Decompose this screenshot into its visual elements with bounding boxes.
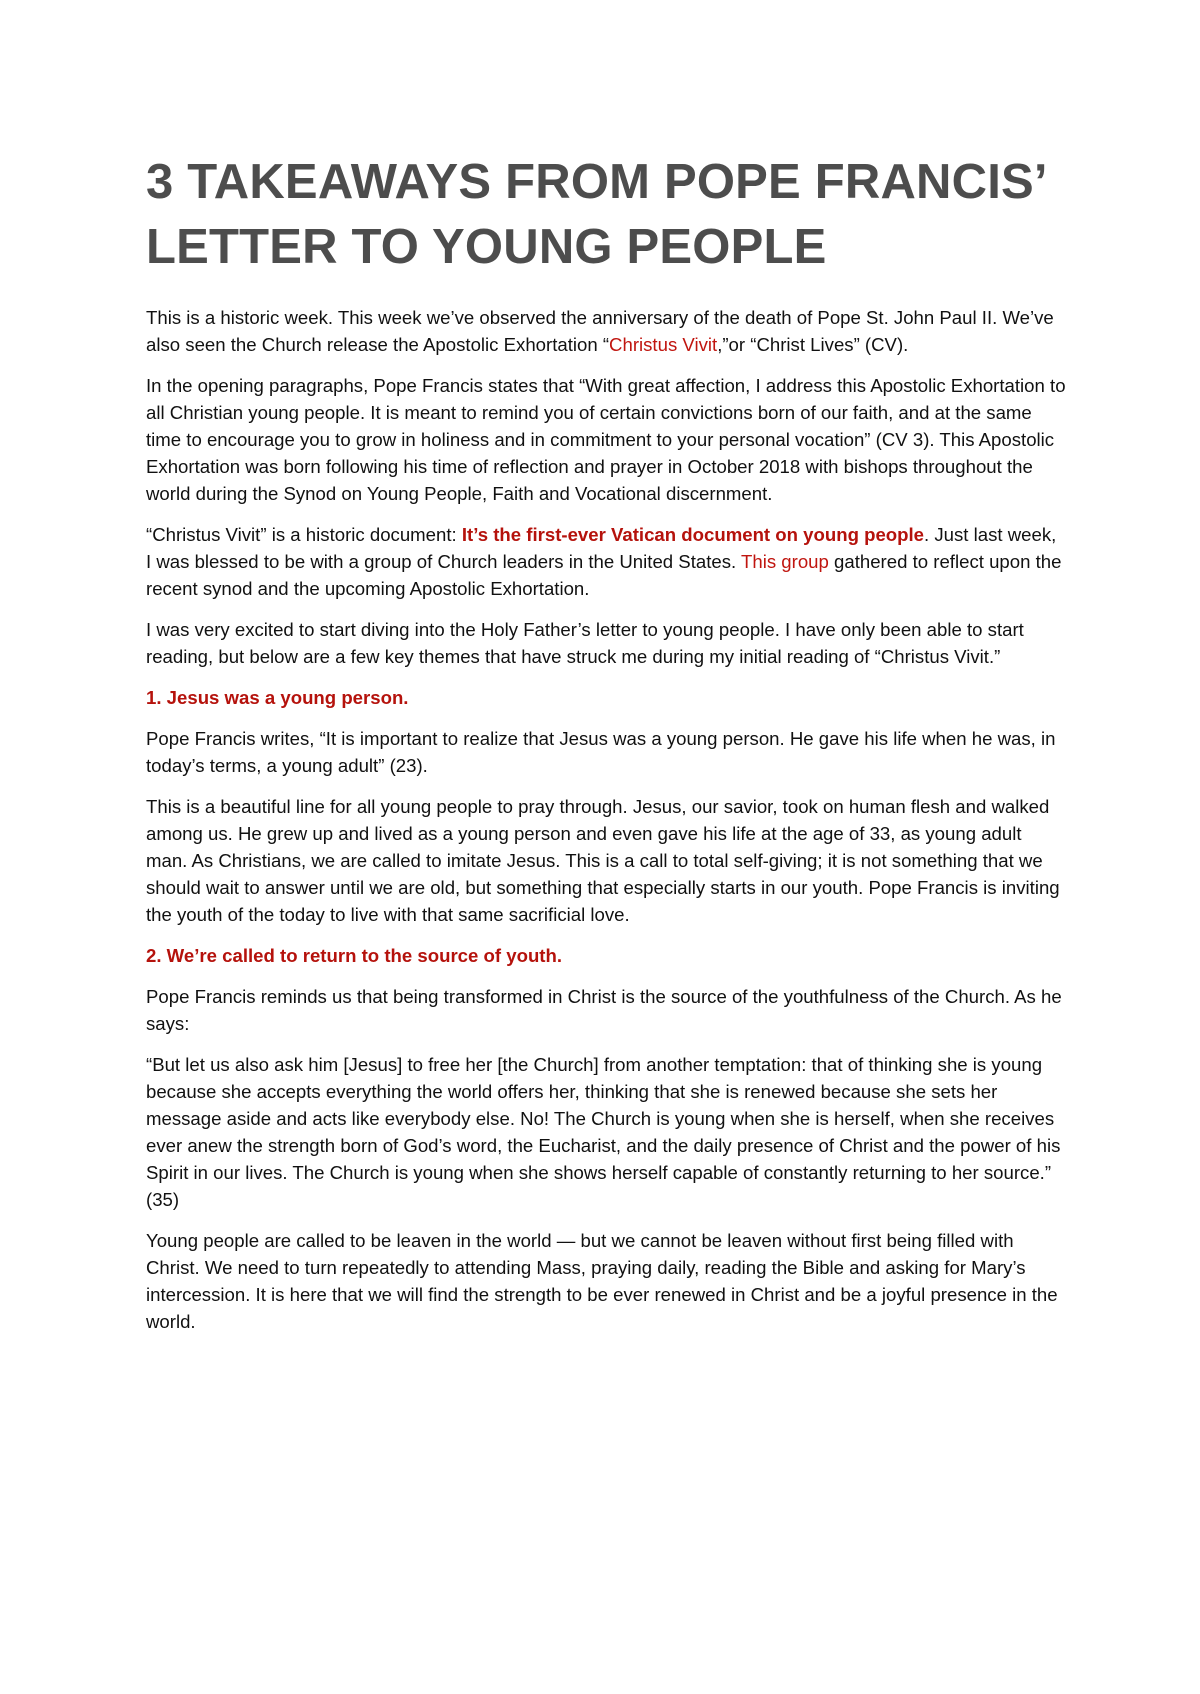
intro-text-b: ,”or “Christ Lives” (CV). bbox=[717, 334, 909, 355]
first-ever-highlight: It’s the first-ever Vatican document on young people bbox=[461, 524, 925, 545]
intro-text-a: This is a historic week. This week we’ve observed the anniversary of the death of Pope St. John Paul II. We’ve also seen the Church release the Apostolic Exhortation “ bbox=[146, 307, 1054, 355]
christus-vivit-link[interactable]: Christus Vivit bbox=[609, 334, 718, 355]
historic-text-a: “Christus Vivit” is a historic document: bbox=[146, 524, 462, 545]
this-group-link[interactable]: This group bbox=[741, 551, 829, 572]
paragraph-historic bbox=[146, 521, 1066, 602]
paragraph-beautiful-line: This is a beautiful line for all young people to pray through. Jesus, our savior, took on human flesh and walked among us. He grew up and lived as a young person and even gave his life at the age of 33, as young adult man. As Christians, we are called to imitate Jesus. This is a call to total self-giving; it is not something that we should wait to answer until we are old, but something that especially starts in our youth. Pope Francis is inviting the youth of the today to live with that same sacrificial love. bbox=[146, 796, 1060, 925]
paragraph-opening: In the opening paragraphs, Pope Francis states that “With great affection, I address this Apostolic Exhortation to all Christian young people. It is meant to remind you of certain convictions born of our faith, and at the same time to encourage you to grow in holiness and in commitment to your personal vocation” (CV 3). This Apostolic Exhortation was born following his time of reflection and prayer in October 2018 with bishops throughout the world during the Synod on Young People, Faith and Vocational discernment. bbox=[146, 375, 1066, 504]
page-title: 3 TAKEAWAYS FROM POPE FRANCIS’ LETTER TO YOUNG PEOPLE bbox=[146, 155, 1046, 274]
paragraph-transformed: Pope Francis reminds us that being transformed in Christ is the source of the youthfulness of the Church. As he says: bbox=[146, 986, 1062, 1034]
paragraph-quote-35: “But let us also ask him [Jesus] to free her [the Church] from another temptation: that of thinking she is young because she accepts everything the world offers her, thinking that she is renewed because she sets her message aside and acts like everybody else. No! The Church is young when she is herself, when she receives ever anew the strength born of God’s word, the Eucharist, and the daily presence of Christ and the power of his Spirit in our lives. The Church is young when she shows herself capable of constantly returning to her source.” (35) bbox=[146, 1054, 1061, 1210]
heading-takeaway-1: 1. Jesus was a young person. bbox=[146, 687, 409, 708]
historic-text-b: . Just last week, I was blessed to be with a group of Church leaders in the United States. bbox=[146, 524, 1057, 572]
paragraph-leaven: Young people are called to be leaven in the world — but we cannot be leaven without first being filled with Christ. We need to turn repeatedly to attending Mass, praying daily, reading the Bible and asking for Mary’s intercession. It is here that we will find the strength to be ever renewed in Christ and be a joyful presence in the world. bbox=[146, 1230, 1058, 1332]
paragraph-excited: I was very excited to start diving into the Holy Father’s letter to young people. I have only been able to start reading, but below are a few key themes that have struck me during my initial reading of “Christus Vivit.” bbox=[146, 619, 1024, 667]
document-page bbox=[146, 150, 1066, 1349]
historic-text-c: gathered to reflect upon the recent synod and the upcoming Apostolic Exhortation. bbox=[146, 551, 1062, 599]
paragraph-quote-23: Pope Francis writes, “It is important to realize that Jesus was a young person. He gave his life when he was, in today’s terms, a young adult” (23). bbox=[146, 728, 1056, 776]
heading-takeaway-2: 2. We’re called to return to the source of youth. bbox=[146, 945, 563, 966]
paragraph-intro bbox=[146, 304, 1066, 358]
